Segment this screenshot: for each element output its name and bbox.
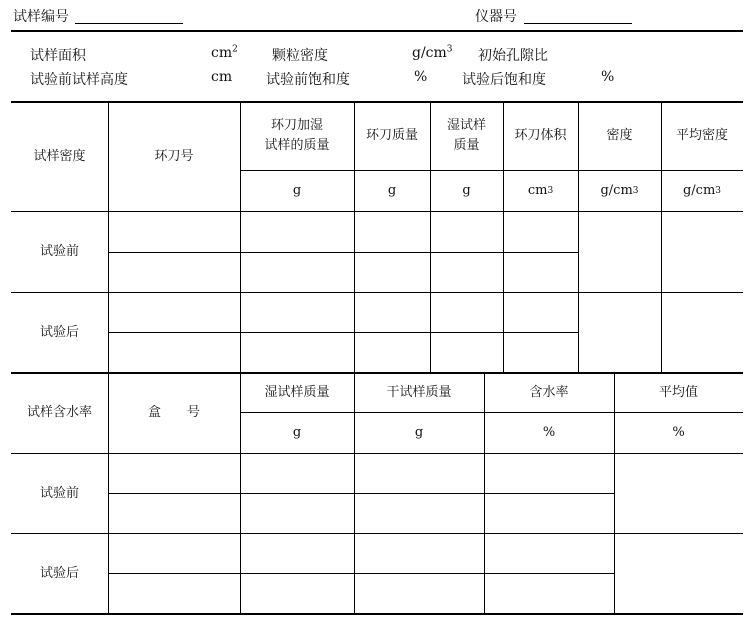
wet-mass-header: 湿试样质量 (264, 384, 330, 400)
saturation-before-label: 试验前饱和度 (266, 72, 350, 88)
instrument-no-field[interactable] (524, 23, 632, 24)
particle-density-label: 颗粒密度 (272, 48, 328, 64)
unit-g: g (414, 425, 424, 440)
unit-cm3: cm 3 (527, 183, 554, 198)
average-header: 平均值 (658, 384, 698, 400)
saturation-before-unit: % (414, 69, 428, 85)
box-no-header: 盒 号 (147, 405, 200, 420)
unit-g: g (292, 183, 302, 198)
moisture-before-mid-rule (108, 493, 614, 494)
density-section-label: 试样密度 (33, 148, 86, 164)
moisture-table-bottom-rule (11, 613, 743, 615)
unit-g: g (462, 183, 471, 198)
unit-g: g (292, 425, 302, 440)
ring-volume-header: 环刀体积 (514, 128, 567, 143)
area-label: 试样面积 (30, 48, 86, 64)
density-before-mid-rule (108, 252, 578, 253)
density-after-mid-rule (108, 332, 578, 333)
density-header-bottom-rule (11, 211, 743, 212)
moisture-after-mid-rule (108, 573, 614, 574)
moisture-content-header: 含水率 (529, 384, 569, 400)
density-after-label: 试验后 (39, 324, 79, 340)
height-unit: cm (211, 69, 233, 85)
unit-g: g (387, 183, 397, 198)
ring-wet-mass-header: 环刀加湿 试样的质量 (264, 118, 330, 153)
avg-density-header: 平均密度 (675, 128, 728, 143)
void-ratio-label: 初始孔隙比 (478, 48, 548, 64)
ring-no-header: 环刀号 (154, 148, 194, 164)
area-unit: $cm^2$ (211, 44, 238, 61)
density-header: 密度 (606, 128, 633, 143)
ring-mass-header: 环刀质量 (365, 128, 418, 143)
unit-percent: % (672, 425, 685, 440)
dry-mass-header: 干试样质量 (386, 384, 452, 400)
moisture-after-label: 试验后 (39, 565, 79, 581)
initial-height-label: 试验前试样高度 (30, 72, 128, 88)
saturation-after-unit: % (601, 69, 615, 85)
unit-percent: % (542, 425, 556, 440)
sample-no-field[interactable] (75, 23, 183, 24)
wet-sample-mass-header: 湿试样 质量 (446, 118, 486, 153)
unit-g-per-cm3: g/cm 3 (682, 183, 722, 198)
moisture-section-label: 试样含水率 (26, 405, 92, 420)
moisture-before-label: 试验前 (39, 485, 79, 501)
instrument-no-label: 仪器号 (475, 9, 517, 25)
saturation-after-label: 试验后饱和度 (462, 72, 546, 88)
particle-density-unit: $g/cm^3$ (412, 44, 453, 61)
moisture-header-bottom-rule (11, 453, 743, 454)
density-before-bottom-rule (11, 292, 743, 293)
moisture-before-bottom-rule (11, 533, 743, 534)
sample-no-label: 试样编号 (13, 9, 69, 25)
top-rule (11, 30, 743, 32)
density-before-label: 试验前 (39, 244, 79, 259)
unit-g-per-cm3: g/cm 3 (600, 183, 639, 198)
